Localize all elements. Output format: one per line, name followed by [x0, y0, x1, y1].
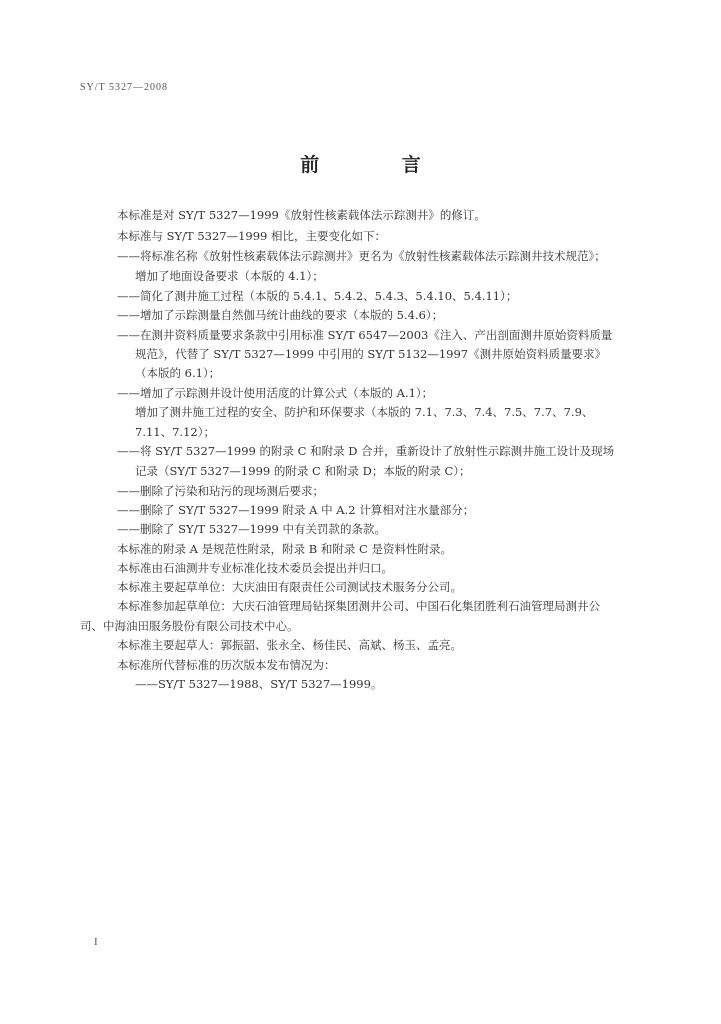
list-item-continuation: 记录（SY/T 5327—1999 的附录 C 和附录 D；本版的附录 C）；: [135, 464, 471, 478]
list-item: ——简化了测井施工过程（本版的 5.4.1、5.4.2、5.4.3、5.4.10、5.4.11）；: [117, 289, 518, 303]
paragraph-line: 本标准所代替标准的历次版本发布情况为：: [117, 658, 336, 672]
list-item-continuation: 7.11、7.12）；: [135, 425, 215, 439]
list-item-continuation: 增加了地面设备要求（本版的 4.1）；: [135, 269, 324, 283]
paragraph-line: 本标准主要起草单位：大庆油田有限责任公司测试技术服务分公司。: [117, 580, 462, 594]
list-item: ——删除了 SY/T 5327—1999 中有关罚款的条款。: [117, 522, 387, 536]
list-item-continuation: （本版的 6.1）；: [135, 366, 221, 380]
paragraph-line: 本标准由石油测井专业标准化技术委员会提出并归口。: [117, 561, 393, 575]
list-item-continuation: 增加了测井施工过程的安全、防护和环保要求（本版的 7.1、7.3、7.4、7.5、7.7、7.9、: [135, 405, 594, 419]
list-item: ——增加了示踪测量自然伽马统计曲线的要求（本版的 5.4.6）；: [117, 308, 444, 322]
list-item: ——将标准名称《放射性核素载体法示踪测井》更名为《放射性核素载体法示踪测井技术规范》；: [117, 249, 606, 263]
list-item: ——将 SY/T 5327—1999 的附录 C 和附录 D 合并，重新设计了放射性示踪测井施工设计及现场: [117, 444, 615, 458]
paragraph-line: 本标准的附录 A 是规范性附录，附录 B 和附录 C 是资料性附录。: [117, 542, 452, 556]
standard-code-header: SY/T 5327—2008: [80, 82, 168, 93]
list-item: ——删除了 SY/T 5327—1999 附录 A 中 A.2 计算相对注水量部分；: [117, 503, 475, 517]
list-item: ——增加了示踪测井设计使用活度的计算公式（本版的 A.1）；: [117, 386, 434, 400]
page-title: 前 言: [300, 154, 459, 176]
paragraph-line: 本标准参加起草单位：大庆石油管理局钻探集团测井公司、中国石化集团胜利石油管理局测井公: [117, 599, 600, 613]
paragraph-line: 本标准主要起草人：郭振韶、张永全、杨佳民、高斌、杨玉、孟亮。: [117, 638, 462, 652]
paragraph-line-continuation: 司、中海油田服务股份有限公司技术中心。: [80, 619, 299, 633]
list-item: ——在测井资料质量要求条款中引用标准 SY/T 6547—2003《注入、产出剖面测井原始资料质量: [117, 328, 613, 342]
list-item: ——删除了污染和玷污的现场测后要求；: [117, 484, 324, 498]
page-number: I: [94, 936, 98, 948]
paragraph-line: 本标准是对 SY/T 5327—1999《放射性核素载体法示踪测井》的修订。: [117, 208, 486, 222]
list-item: ——SY/T 5327—1988、SY/T 5327—1999。: [135, 677, 383, 691]
list-item-continuation: 规范》，代替了 SY/T 5327—1999 中引用的 SY/T 5132—1997《测井原始资料质量要求》: [135, 347, 607, 361]
paragraph-line: 本标准与 SY/T 5327—1999 相比，主要变化如下：: [117, 229, 387, 243]
